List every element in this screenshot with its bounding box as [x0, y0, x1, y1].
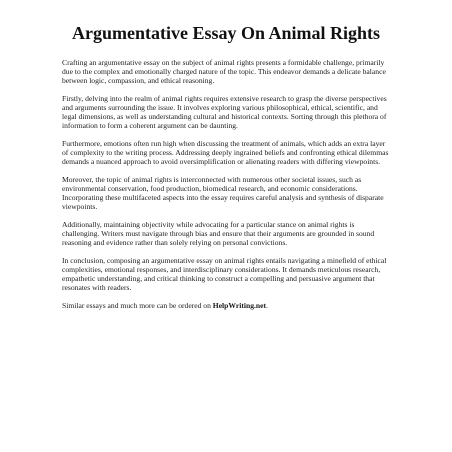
paragraph-emotions: Furthermore, emotions often run high when discussing the treatment of animals, which adds an extra layer of complexity to the writing process. Addressing deeply ingrained beliefs and confronting ethical dilemmas demands a nuanced approach to avoid oversimplification or alienating readers with differing viewpoints. [62, 139, 389, 166]
document-title: Argumentative Essay On Animal Rights [71, 23, 381, 43]
closing-suffix: . [266, 301, 268, 310]
paragraph-research: Firstly, delving into the realm of animal rights requires extensive research to grasp the diverse perspectives and arguments surrounding the issue. It involves exploring various philosophical, ethical, scientific, and legal dimensions, as well as understanding cultural and historical contexts. Sorting through this plethora of information to form a coherent argument can be daunting. [62, 94, 387, 130]
paragraph-interconnected: Moreover, the topic of animal rights is interconnected with numerous other societal issues, such as environmental conservation, food production, biomedical research, and economic considerations. Incorporating these multifaceted aspects into the essay requires careful analysis and synthesis of disparate viewpoints. [62, 175, 384, 211]
paragraph-intro: Crafting an argumentative essay on the subject of animal rights presents a formidable challenge, primarily due to the complex and emotionally charged nature of the topic. This endeavor demands a delicate balance between logic, compassion, and ethical reasoning. [62, 58, 386, 85]
closing-text: Similar essays and much more can be ordered on [62, 301, 213, 310]
closing-line [62, 301, 390, 310]
helpwriting-link[interactable]: HelpWriting.net [212, 301, 267, 310]
paragraph-conclusion: In conclusion, composing an argumentative essay on animal rights entails navigating a minefield of ethical complexities, emotional responses, and interdisciplinary considerations. It demands meticulous research, empathetic understanding, and critical thinking to construct a compelling and persuasive argument that resonates with readers. [62, 256, 387, 292]
paragraph-objectivity: Additionally, maintaining objectivity while advocating for a particular stance on animal rights is challenging. Writers must navigate through bias and ensure that their arguments are grounded in sound reasoning and evidence rather than solely relying on personal convictions. [62, 220, 375, 247]
